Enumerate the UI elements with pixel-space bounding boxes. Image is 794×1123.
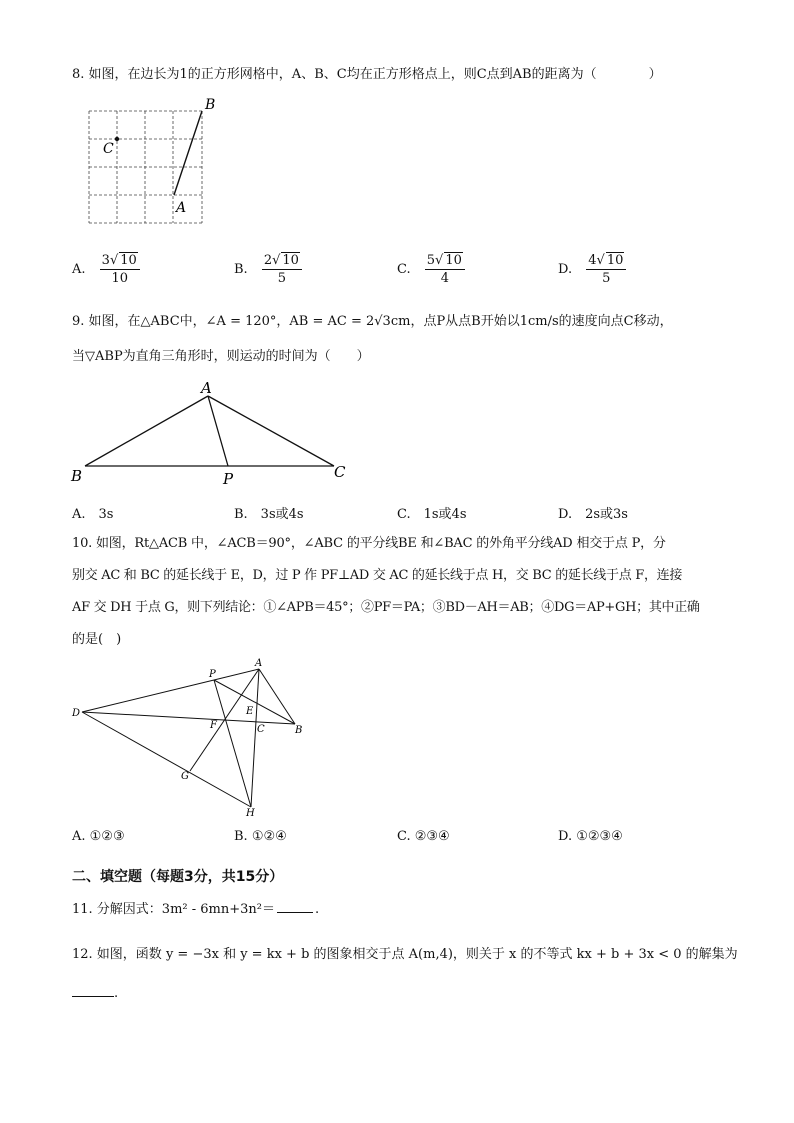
- q9-option-d[interactable]: D. 2s或3s: [558, 507, 628, 522]
- q11-suffix: .: [315, 902, 320, 917]
- q9-stem-line1: 9. 如图，在△ABC中，∠A = 120°，AB = AC = 2√3cm，点P从点B开始以1cm/s的速度向点C移动，: [72, 314, 673, 329]
- q10-option-a[interactable]: A. ①②③: [72, 829, 125, 844]
- q9-option-c[interactable]: C. 1s或4s: [397, 507, 467, 522]
- q8-option-d[interactable]: [558, 252, 626, 287]
- q10-label-g: G: [181, 771, 189, 782]
- q9-label-a: A: [201, 379, 212, 397]
- q10-line-dp: [82, 680, 214, 712]
- q10-stem-line3: AF 交 DH 于点 G，则下列结论：①∠APB＝45°；②PF＝PA；③BD－AH＝AB；④DG＝AP+GH；其中正确: [72, 600, 700, 615]
- q8-option-a-value: $\frac{3√ 10}{10}$: [100, 252, 140, 287]
- q9-side-ab: [85, 396, 208, 466]
- q10-stem-line2: 别交 AC 和 BC 的延长线于 E，D，过 P 作 PF⊥AD 交 AC 的延长线于点 H，交 BC 的延长线于点 F，连接: [72, 568, 683, 583]
- q10-line-ah: [251, 669, 259, 807]
- q11-prefix: 11. 分解因式：3m² - 6mn+3n²＝: [72, 902, 275, 917]
- q8-option-d-letter: D.: [558, 262, 573, 277]
- q9-label-p: P: [223, 470, 234, 488]
- q9-option-a[interactable]: A. 3s: [72, 507, 114, 522]
- q8-option-b[interactable]: [234, 252, 302, 287]
- q10-label-h: H: [246, 808, 255, 819]
- q9-option-b[interactable]: B. 3s或4s: [234, 507, 304, 522]
- q11-answer-blank[interactable]: [277, 900, 313, 913]
- q8-segment-ab: [174, 111, 202, 195]
- q8-option-a[interactable]: [72, 252, 140, 287]
- q8-label-a: A: [176, 200, 187, 216]
- q9-label-c: C: [334, 463, 346, 481]
- q10-line-ph: [214, 680, 251, 807]
- q12-stem-line1: 12. 如图，函数 y = −3x 和 y = kx + b 的图象相交于点 A(m,4)，则关于 x 的不等式 kx + b + 3x < 0 的解集为: [72, 947, 738, 962]
- q8-option-c-letter: C.: [397, 262, 411, 277]
- q8-point-c: [115, 137, 119, 141]
- q9-triangle-figure: [66, 378, 366, 488]
- q8-option-c-value: $\frac{5√ 10}{4}$: [425, 252, 465, 287]
- q10-label-e: E: [246, 706, 254, 717]
- q10-stem-line1: 10. 如图，Rt△ACB 中，∠ACB＝90°，∠ABC 的平分线BE 和∠BAC 的外角平分线AD 相交于点 P，分: [72, 536, 666, 551]
- q11-stem: [72, 900, 319, 919]
- q12-suffix: .: [114, 986, 119, 1001]
- q10-label-c: C: [257, 724, 265, 735]
- q8-label-c: C: [103, 141, 114, 157]
- q10-option-b[interactable]: B. ①②④: [234, 829, 287, 844]
- section-2-title: 二、填空题（每题3分，共15分）: [72, 869, 284, 885]
- q10-line-db: [82, 712, 295, 724]
- q10-label-p: P: [209, 669, 216, 680]
- q10-label-b: B: [295, 725, 303, 736]
- q8-option-d-value: $\frac{4√ 10}{5}$: [586, 252, 626, 287]
- q8-option-a-letter: A.: [72, 262, 86, 277]
- q8-option-c[interactable]: [397, 252, 465, 287]
- q10-stem-line4: 的是( ): [72, 632, 122, 647]
- q10-geometry-figure: [66, 652, 316, 822]
- q12-answer-blank[interactable]: [72, 984, 114, 997]
- q8-option-b-value: $\frac{2√ 10}{5}$: [262, 252, 302, 287]
- q10-line-ab: [259, 669, 295, 724]
- q12-stem-line2: [72, 984, 118, 1003]
- q10-line-ag: [190, 669, 259, 771]
- q10-line-dh: [82, 712, 251, 807]
- q9-label-b: B: [71, 467, 83, 485]
- q9-segment-ap: [208, 396, 228, 466]
- q9-stem-line2: 当▽ABP为直角三角形时，则运动的时间为（ ）: [72, 349, 370, 364]
- q8-grid-figure: [84, 96, 224, 226]
- q8-stem: 8. 如图，在边长为1的正方形网格中，A、B、C均在正方形格点上，则C点到AB的距离为（ ）: [72, 67, 662, 82]
- q10-option-c[interactable]: C. ②③④: [397, 829, 450, 844]
- q8-label-b: B: [205, 97, 216, 113]
- q10-option-d[interactable]: D. ①②③④: [558, 829, 623, 844]
- q10-label-f: F: [210, 720, 217, 731]
- q8-option-b-letter: B.: [234, 262, 248, 277]
- q10-label-d: D: [72, 708, 81, 719]
- q10-label-a: A: [255, 658, 263, 669]
- q9-side-ac: [208, 396, 334, 466]
